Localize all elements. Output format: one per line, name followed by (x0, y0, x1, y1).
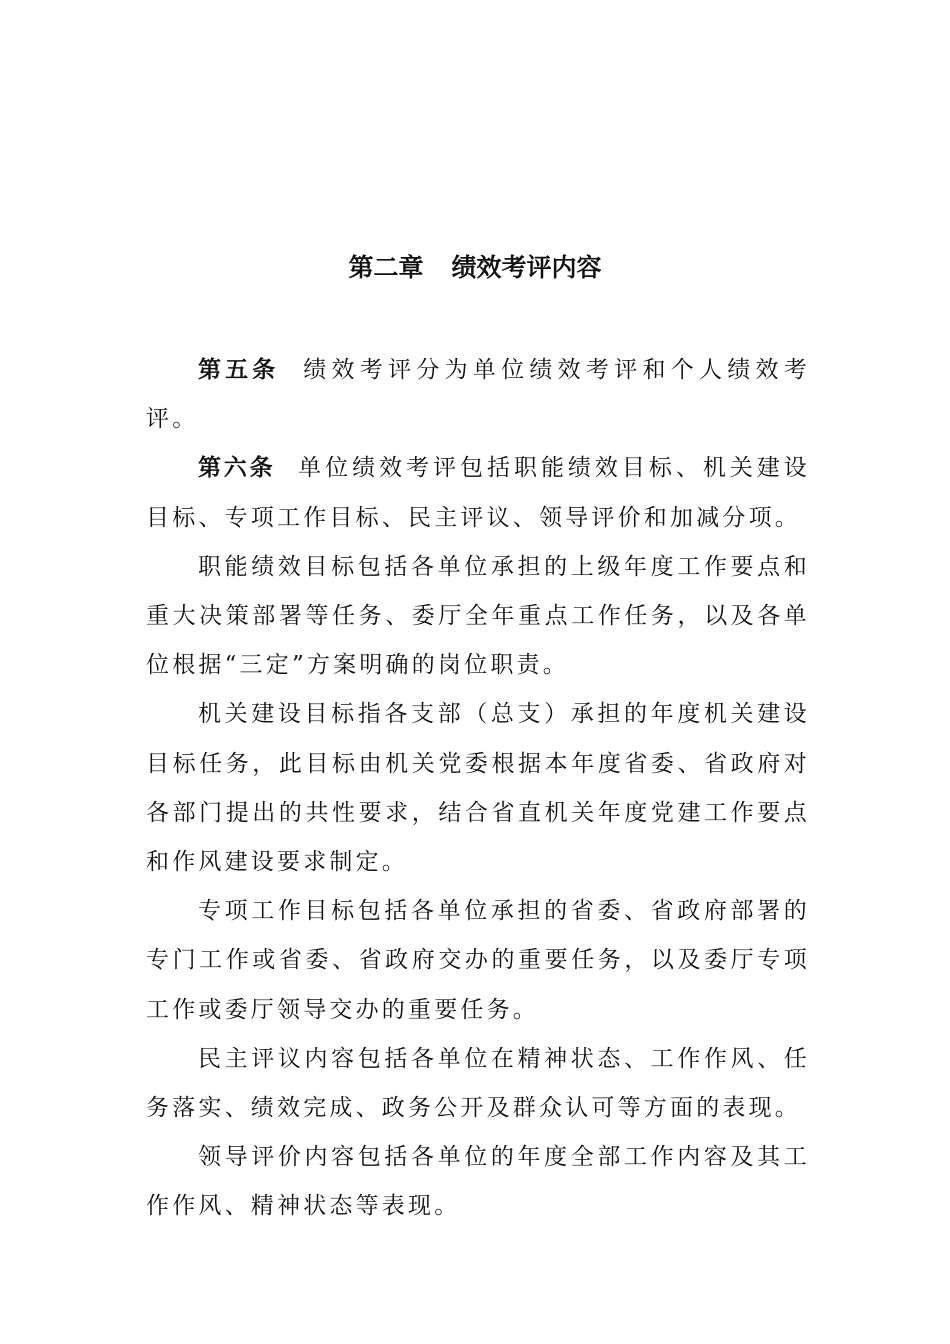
chapter-title (0, 250, 950, 286)
paragraph-democratic-appraisal: 民主评议内容包括各单位在精神状态、工作作风、任务落实、绩效完成、政务公开及群众认可等方面的表现。 (146, 1045, 810, 1122)
paragraph-special-work-goals: 专项工作目标包括各单位承担的省委、省政府部署的专门工作或省委、省政府交办的重要任务，以及委厅专项工作或委厅领导交办的重要任务。 (146, 898, 810, 1023)
article-text: 绩效考评分为单位绩效考评和个人绩效考评。 (146, 357, 810, 433)
chapter-body (146, 346, 810, 1232)
article-6 (146, 444, 810, 542)
article-heading: 第五条 (198, 357, 280, 383)
chapter-number: 第二章 (348, 253, 424, 282)
chapter-name: 绩效考评内容 (451, 253, 602, 282)
article-5 (146, 346, 810, 444)
article-text: 单位绩效考评包括职能绩效目标、机关建设目标、专项工作目标、民主评议、领导评价和加减分项。 (146, 455, 810, 531)
paragraph-organ-building-goals: 机关建设目标指各支部（总支）承担的年度机关建设目标任务，此目标由机关党委根据本年度省委、省政府对各部门提出的共性要求，结合省直机关年度党建工作要点和作风建设要求制定。 (146, 701, 810, 876)
article-heading: 第六条 (198, 455, 276, 482)
paragraph-functional-goals: 职能绩效目标包括各单位承担的上级年度工作要点和重大决策部署等任务、委厅全年重点工作任务，以及各单位根据“三定”方案明确的岗位职责。 (146, 553, 810, 679)
paragraph-leadership-evaluation: 领导评价内容包括各单位的年度全部工作内容及其工作作风、精神状态等表现。 (146, 1144, 810, 1220)
